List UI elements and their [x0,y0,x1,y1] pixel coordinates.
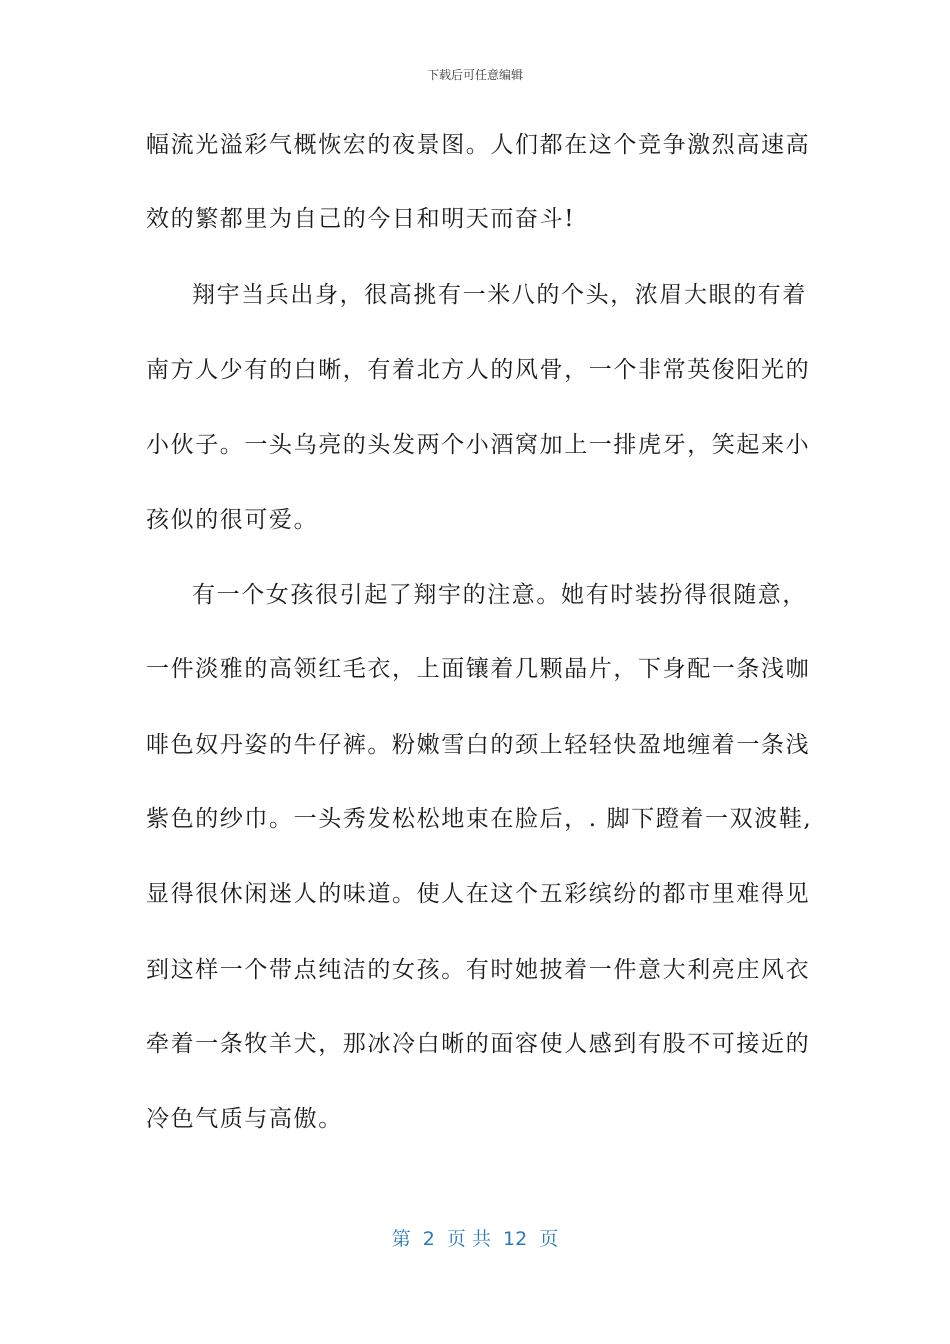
text-line: 效的繁都里为自己的今日和明天而奋斗! [146,206,576,232]
page-header: 下载后可任意编辑 [426,68,523,82]
text-line: 冷色气质与高傲。 [146,1106,343,1132]
text-line: 牵着一条牧羊犬，那冰冷白晰的面容使人感到有股不可接近的 [146,1031,811,1057]
text-line: 一件淡雅的高领红毛衣，上面镶着几颗晶片，下身配一条浅咖 [146,656,811,682]
text-line: 紫色的纱巾。一头秀发松松地束在脸后，. 脚下蹬着一双波鞋, [146,806,813,832]
paragraph-start-line: 有一个女孩很引起了翔宇的注意。她有时装扮得很随意， [192,582,807,608]
page-number: 第 2 页 共 12 页 [391,1228,559,1250]
text-line: 到这样一个带点纯洁的女孩。有时她披着一件意大利亮庄风衣 [146,957,811,983]
paragraph-start-line: 翔宇当兵出身，很高挑有一米八的个头，浓眉大眼的有着 [192,282,807,308]
text-line: 小伙子。一头乌亮的头发两个小酒窝加上一排虎牙，笑起来小 [146,432,811,458]
text-line: 显得很休闲迷人的味道。使人在这个五彩缤纷的都市里难得见 [146,881,811,907]
text-line: 南方人少有的白晰，有着北方人的风骨，一个非常英俊阳光的 [146,357,811,383]
text-line: 孩似的很可爱。 [146,507,319,533]
text-line: 幅流光溢彩气概恢宏的夜景图。人们都在这个竞争激烈高速高 [146,132,811,158]
text-line: 啡色奴丹姿的牛仔裤。粉嫩雪白的颈上轻轻快盈地缠着一条浅 [146,732,811,758]
